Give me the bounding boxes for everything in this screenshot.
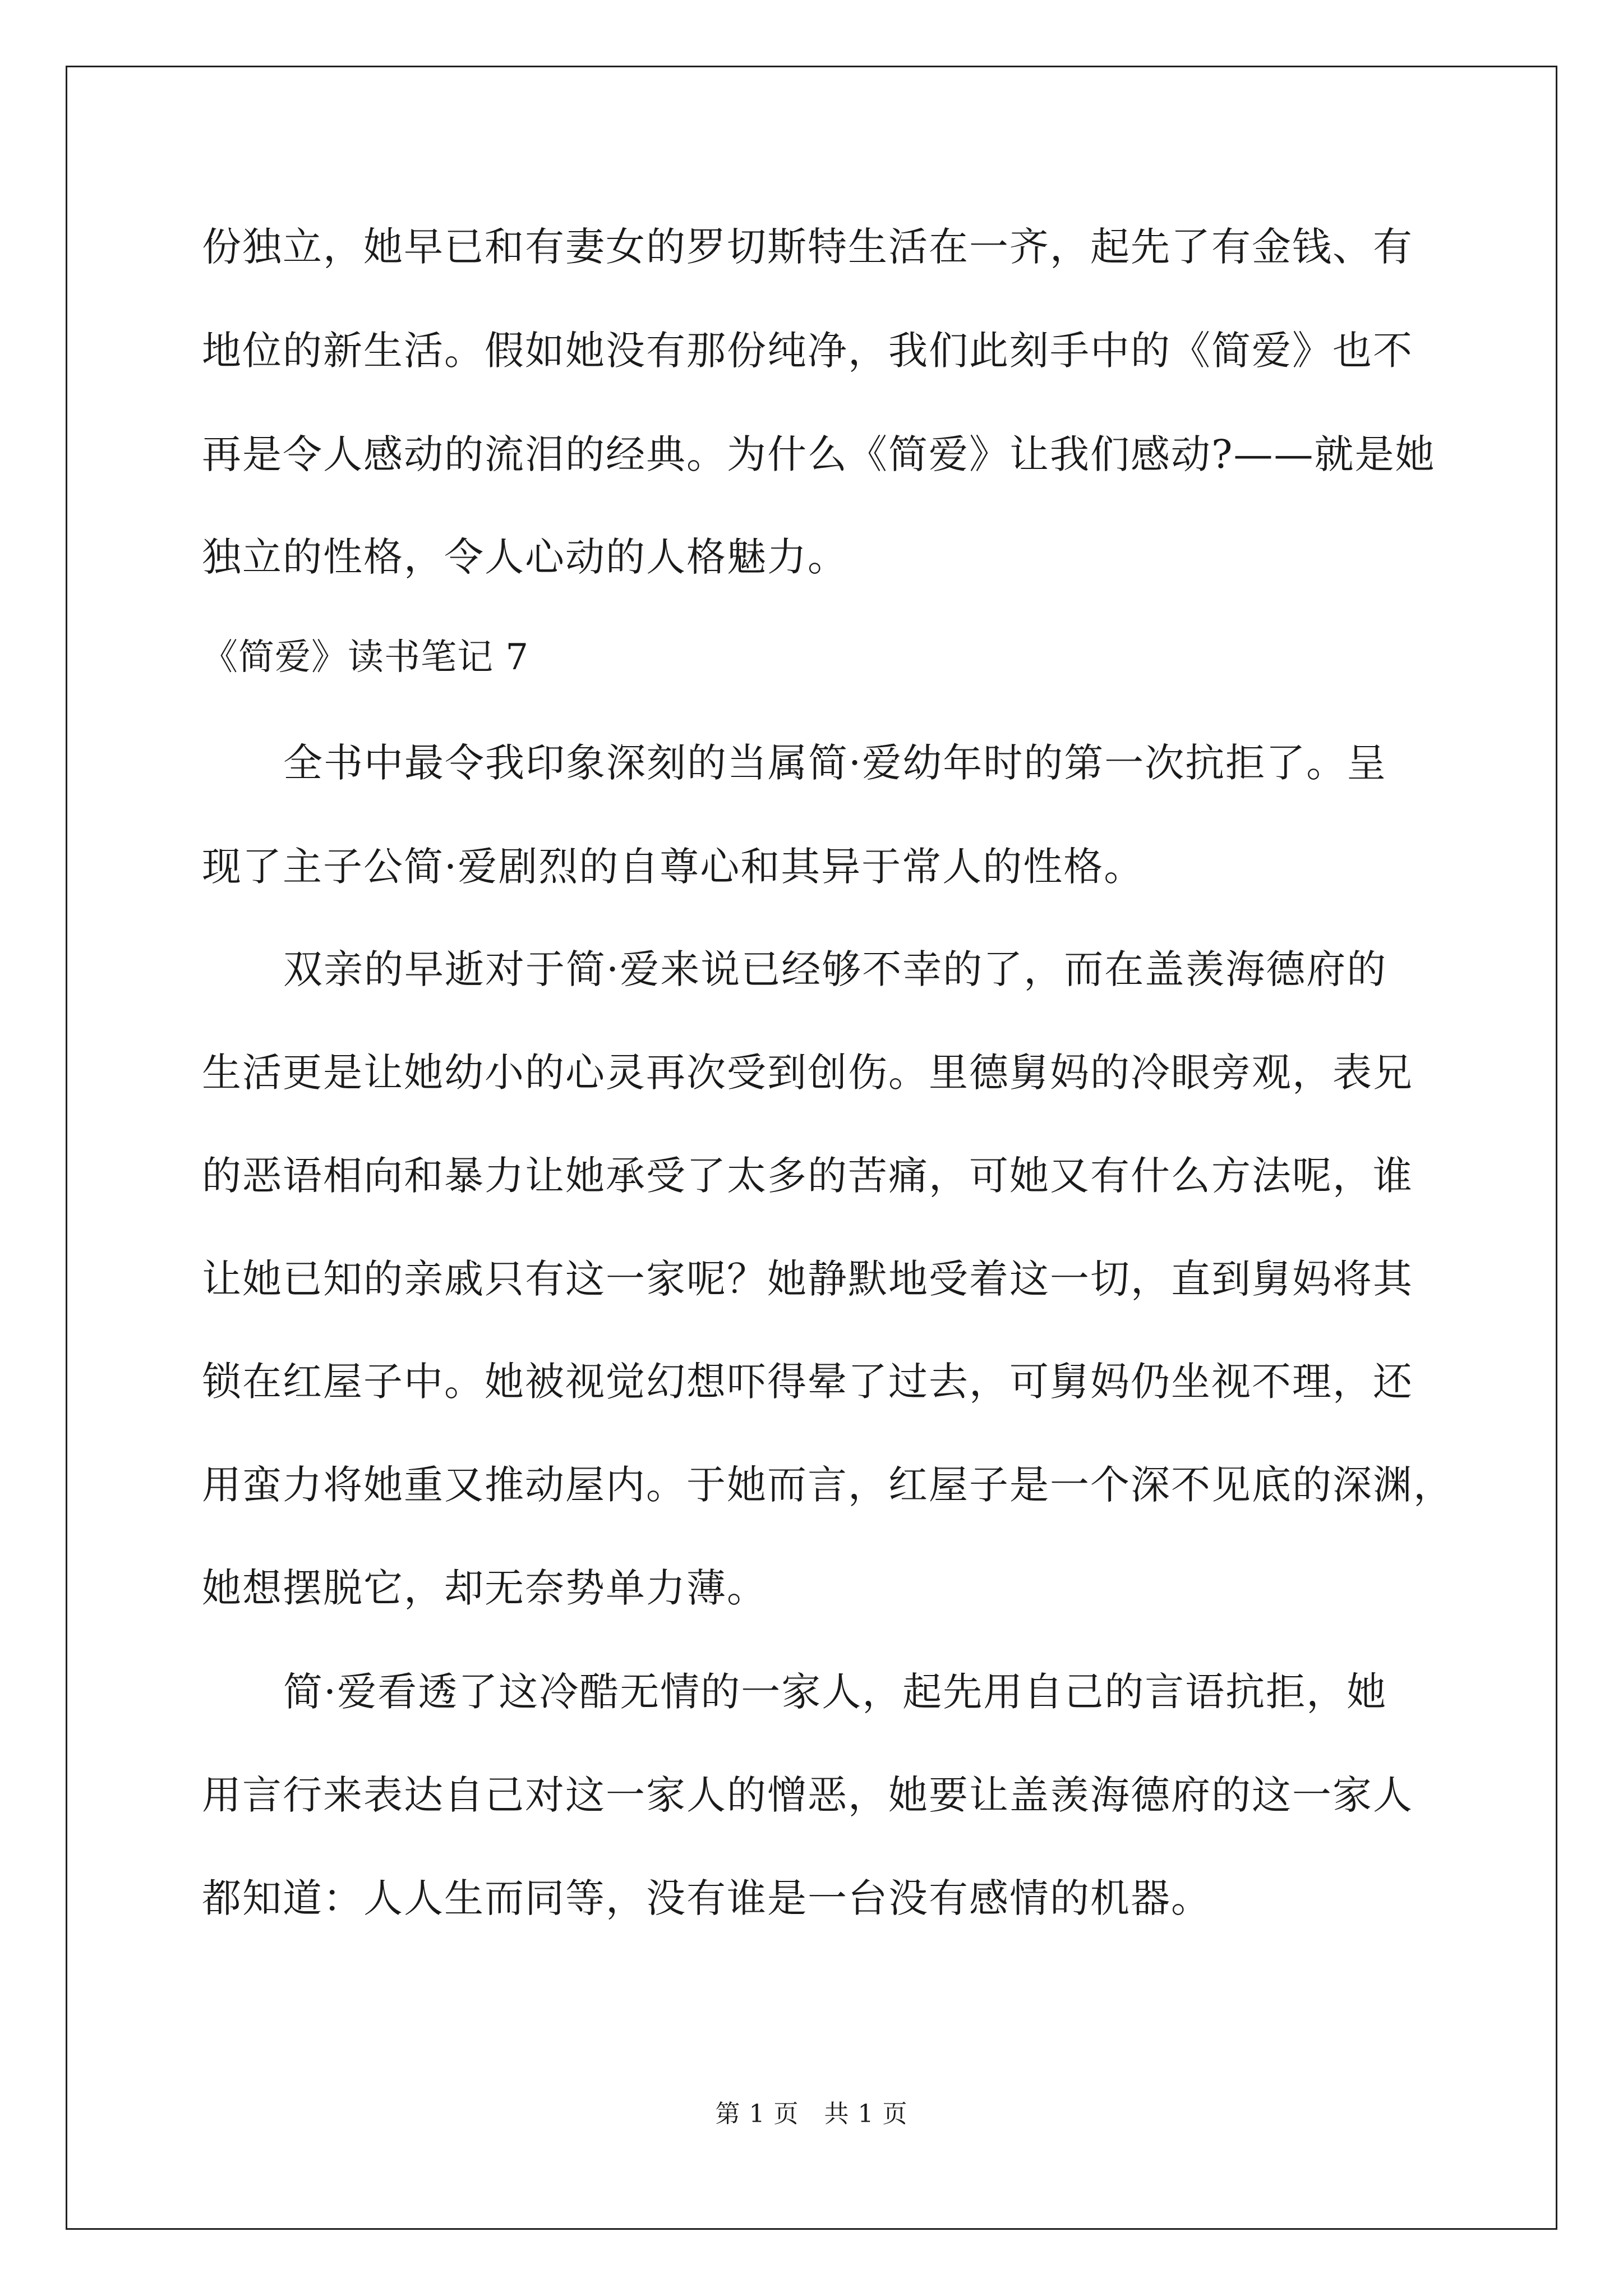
paragraph-2-line-3: 的恶语相向和暴力让她承受了太多的苦痛，可她又有什么方法呢，谁 [202,1153,1413,1199]
intro-line-2: 地位的新生活。假如她没有那份纯净，我们此刻手中的《简爱》也不 [202,328,1413,374]
intro-line-4: 独立的性格，令人心动的人格魅力。 [202,534,848,580]
paragraph-3-line-2: 用言行来表达自己对这一家人的憎恶，她要让盖羡海德府的这一家人 [202,1772,1413,1818]
intro-line-3: 再是令人感动的流泪的经典。为什么《简爱》让我们感动?——就是她 [202,431,1436,477]
intro-line-1: 份独立，她早已和有妻女的罗切斯特生活在一齐，起先了有金钱、有 [202,224,1413,270]
paragraph-1-line-2: 现了主子公简·爱剧烈的自尊心和其异于常人的性格。 [202,844,1145,890]
paragraph-2-line-2: 生活更是让她幼小的心灵再次受到创伤。里德舅妈的冷眼旁观，表兄 [202,1050,1413,1096]
paragraph-2-line-1: 双亲的早逝对于简·爱来说已经够不幸的了，而在盖羡海德府的 [283,946,1387,992]
paragraph-2-line-7: 她想摆脱它，却无奈势单力薄。 [202,1565,767,1611]
paragraph-2-line-6: 用蛮力将她重又推动屋内。于她而言，红屋子是一个深不见底的深渊， [202,1462,1454,1508]
paragraph-2-line-5: 锁在红屋子中。她被视觉幻想吓得晕了过去，可舅妈仍坐视不理，还 [202,1359,1413,1405]
paragraph-1-line-1: 全书中最令我印象深刻的当属简·爱幼年时的第一次抗拒了。呈 [283,740,1387,786]
section-title: 《简爱》读书笔记 7 [202,637,529,678]
paragraph-3-line-1: 简·爱看透了这冷酷无情的一家人，起先用自己的言语抗拒，她 [283,1669,1387,1715]
paragraph-3-line-3: 都知道：人人生而同等，没有谁是一台没有感情的机器。 [202,1875,1211,1921]
paragraph-2-line-4: 让她已知的亲戚只有这一家呢？她静默地受着这一切，直到舅妈将其 [202,1256,1413,1302]
page-number-footer: 第 1 页 共 1 页 [715,2100,908,2128]
